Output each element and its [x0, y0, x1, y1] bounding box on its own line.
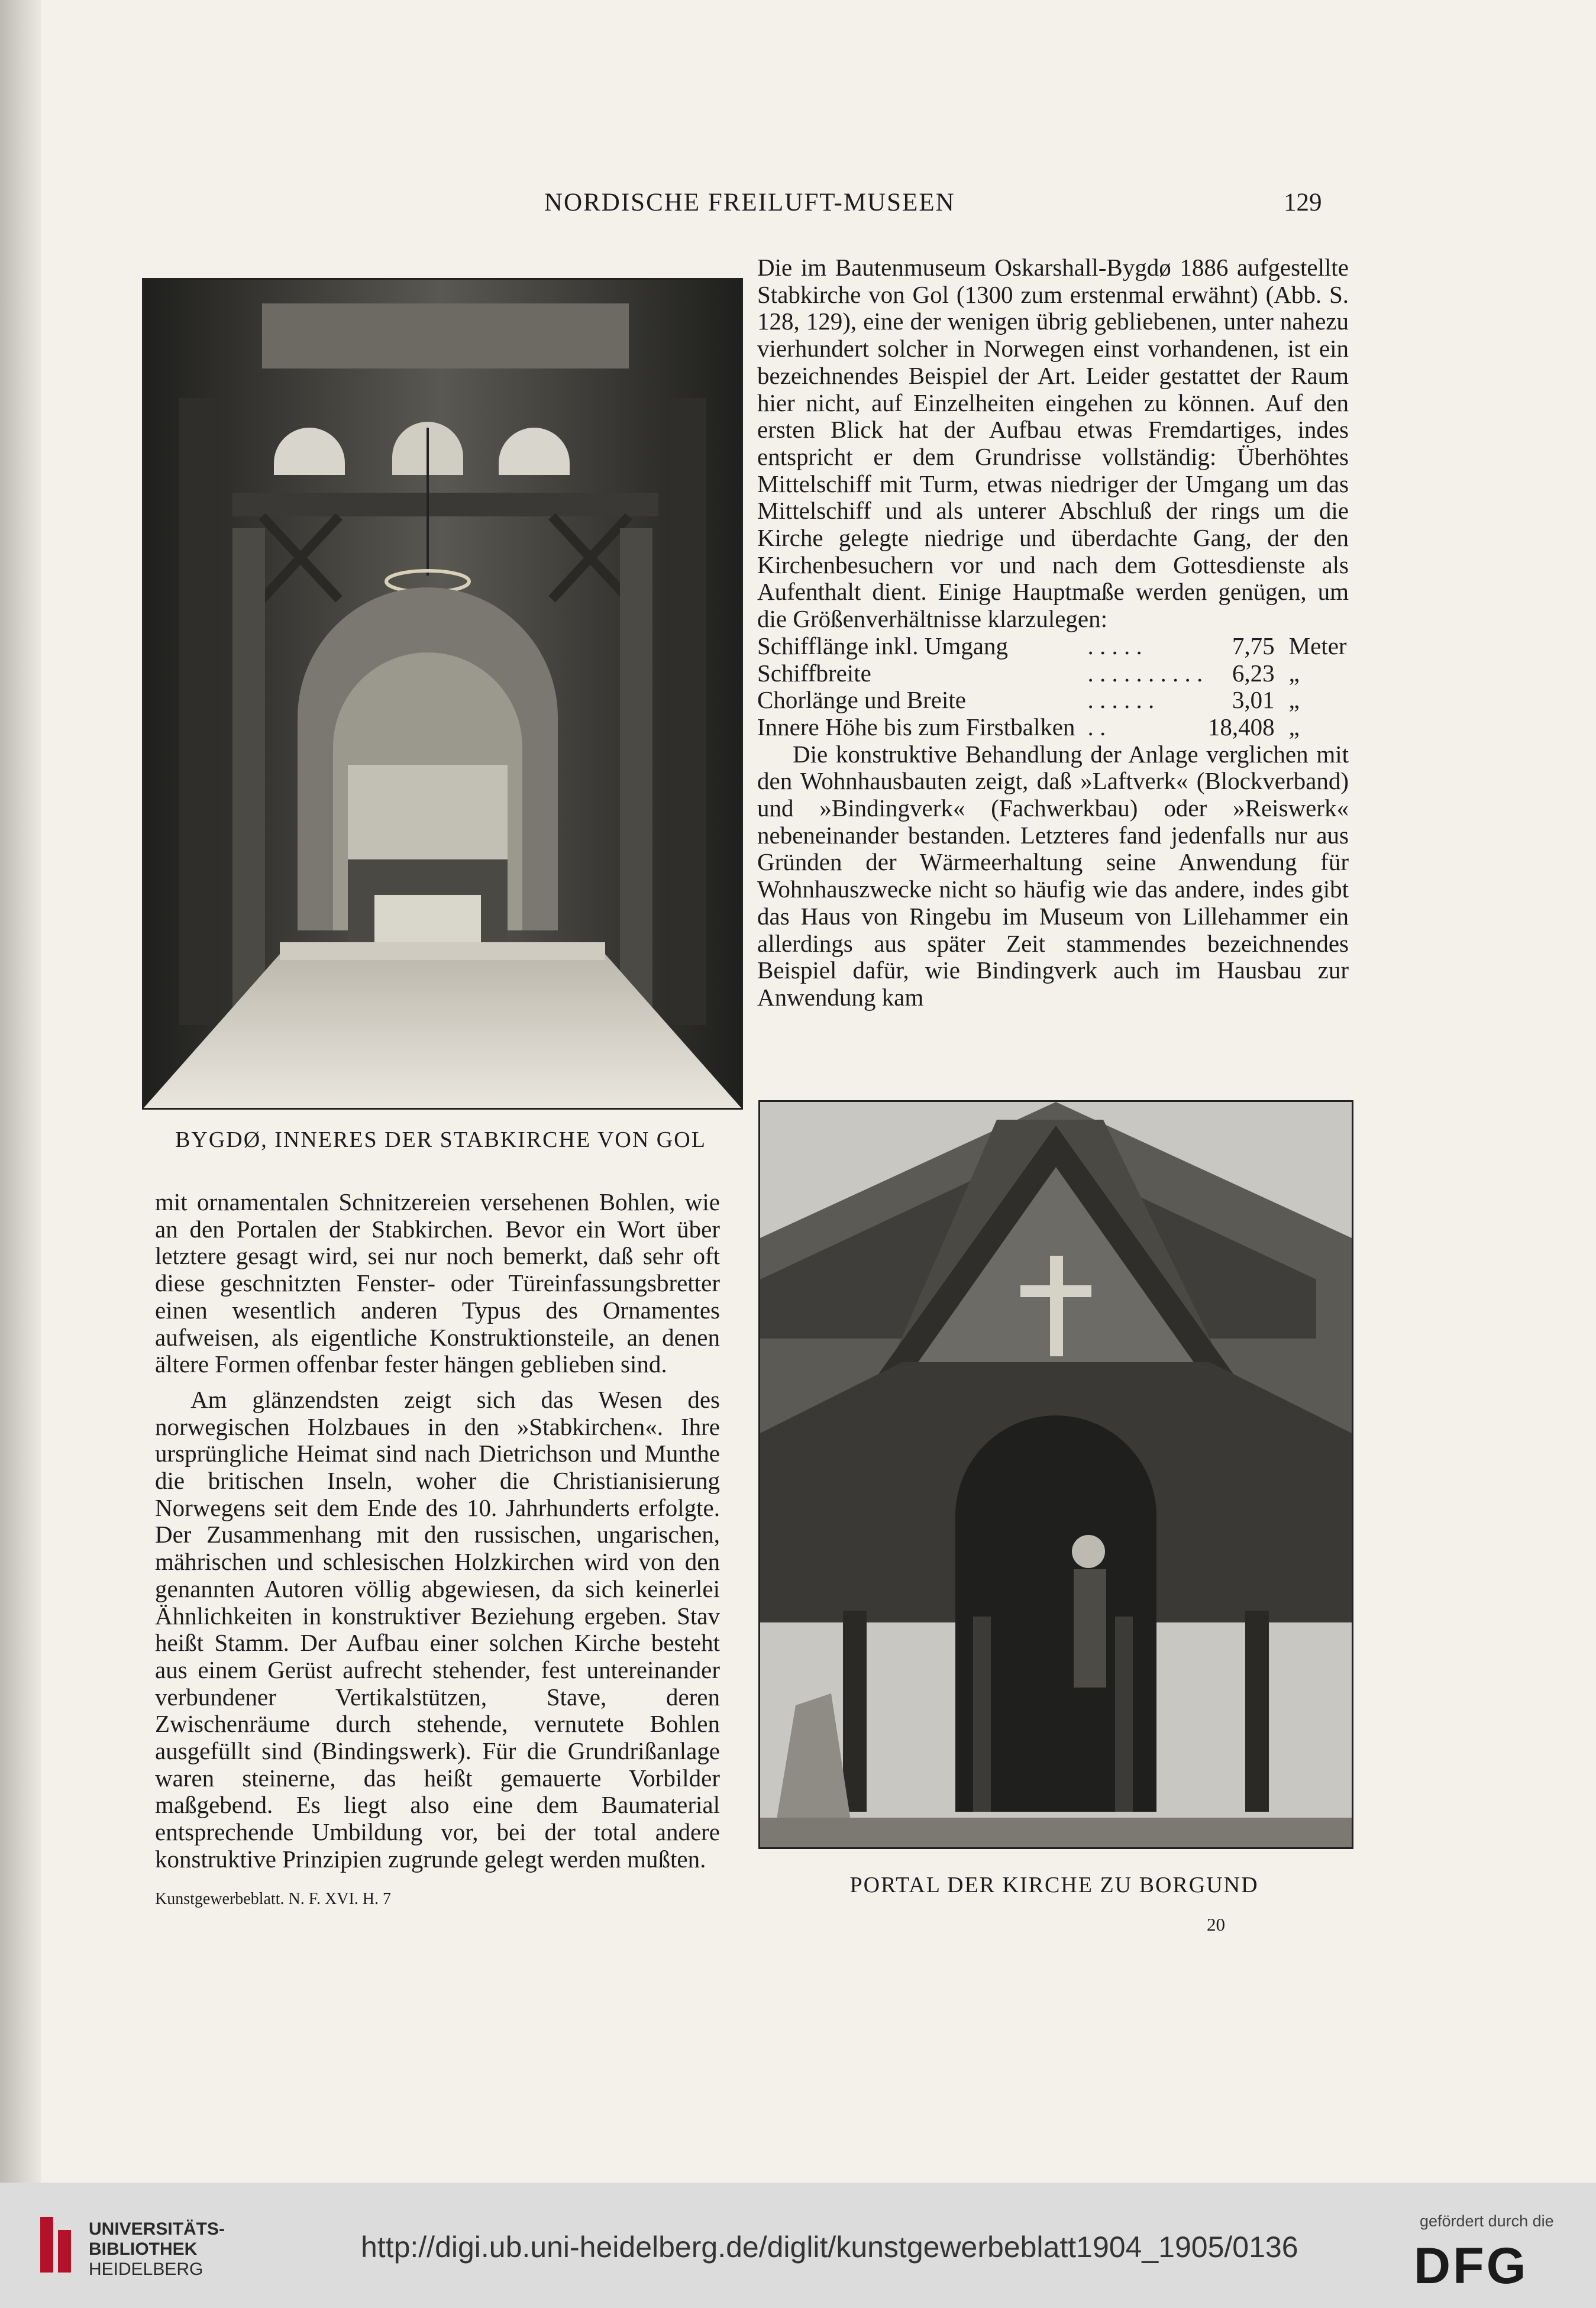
dimension-unit: „: [1288, 713, 1300, 741]
dimension-unit: Meter: [1288, 632, 1347, 660]
print-signature: Kunstgewerbeblatt. N. F. XVI. H. 7: [155, 1890, 392, 1908]
dimension-value: 6,23: [1232, 659, 1275, 687]
dimension-row: [757, 687, 1349, 714]
dimension-label: Schifflänge inkl. Umgang: [757, 632, 1008, 660]
dimension-value: 7,75: [1232, 632, 1275, 660]
library-footer-bar: [0, 2183, 1596, 2308]
caption-interior: BYGDØ, INNERES DER STABKIRCHE VON GOL: [175, 1127, 706, 1152]
sheet-number: 20: [1207, 1914, 1225, 1935]
page-gutter-shadow: [0, 0, 41, 2183]
dimension-label: Chorlänge und Breite: [757, 686, 966, 714]
stave-church-interior-image: [144, 280, 741, 1108]
dimension-row: [757, 714, 1349, 741]
dimension-value: 3,01: [1232, 686, 1275, 714]
dimension-row: [757, 660, 1349, 687]
page-number: 129: [1284, 189, 1322, 216]
right-paragraph-2: Die konstruktive Behandlung der Anlage verglichen mit den Wohnhausbauten zeigt, daß »Laftverk« (Blockverband) und »Bindingverk« (Fachwerkbau) oder »Reiswerk« nebeneinander bestanden. Letzteres fand jedenfalls nur aus Gründen der Wärmeerhaltung seine Anwendung für Wohnhauszwecke nicht so häufig wie das andere, indes gibt das Haus von Ringebu im Museum von Lillehammer ein allerdings aus später Zeit stammendes bezeichnendes Beispiel dafür, wie Bindingverk auch im Hausbau zur Anwendung kam: [757, 740, 1349, 1011]
dimension-row: [757, 633, 1349, 660]
running-title: NORDISCHE FREILUFT-MUSEEN: [544, 189, 955, 216]
funded-by-label: gefördert durch die: [1420, 2212, 1554, 2230]
dimension-unit: „: [1288, 686, 1300, 714]
dimension-dots: . . . . . .: [1087, 686, 1155, 714]
dimension-label: Schiffbreite: [757, 659, 871, 687]
dfg-logo: DFG: [1414, 2238, 1529, 2294]
photo-borgund-portal: [758, 1100, 1353, 1849]
dimension-dots: . . . . . . . . . .: [1087, 659, 1203, 687]
left-paragraph-1: mit ornamentalen Schnitzereien versehenen Bohlen, wie an den Portalen der Stabkirchen. Bevor ein Wort über letztere gesagt wird, sei nur noch bemerkt, daß sehr oft diese geschnitzten Fenster- oder Türeinfassungsbretter einen wesentlich anderen Typus des Ornamentes aufweisen, als eigentliche Konstruktionsteile, an denen ältere Formen offenbar fester hängen geblieben sind.: [155, 1188, 720, 1378]
borgund-portal-image: [760, 1102, 1352, 1847]
dimension-dots: . . . . .: [1087, 632, 1142, 660]
university-library-logo-icon: [35, 2212, 77, 2277]
left-paragraph-2: Am glänzendsten zeigt sich das Wesen des norwegischen Holzbaues in den »Stabkirchen«. Ihre ursprüngliche Heimat sind nach Dietrichson und Munthe die britischen Inseln, woher die Christianisierung Norwegens seit dem Ende des 10. Jahrhunderts erfolgte. Der Zusammenhang mit den russischen, ungarischen, mährischen und schlesischen Holzkirchen wird von den genannten Autoren völlig abgewiesen, da sich keinerlei Ähnlichkeiten in konstruktiver Beziehung ergeben. Stav heißt Stamm. Der Aufbau einer solchen Kirche besteht aus einem Gerüst aufrecht stehender, fest untereinander verbundener Vertikalstützen, Stave, deren Zwischenräume durch stehende, vernutete Bohlen ausgefüllt sind (Bindingswerk). Für die Grundrißanlage waren steinerne, das heißt gemauerte Vorbilder maßgebend. Es liegt also eine dem Baumaterial entsprechende Umbildung vor, bei der total andere konstruktive Prinzipien zugrunde gelegt werden mußten.: [155, 1385, 720, 1873]
library-name: UNIVERSITÄTS- BIBLIOTHEK HEIDELBERG: [89, 2219, 225, 2279]
dimension-value: 18,408: [1207, 713, 1275, 741]
dimension-label: Innere Höhe bis zum Firstbalken: [757, 713, 1075, 741]
dimensions-table: [757, 633, 1349, 741]
right-paragraph-1: Die im Bautenmuseum Oskarshall-Bygdø 1886 aufgestellte Stabkirche von Gol (1300 zum erstenmal erwähnt) (Abb. S. 128, 129), eine der wenigen übrig gebliebenen, unter nahezu vierhundert solcher in Norwegen einst vorhandenen, ist ein bezeichnendes Beispiel der Art. Leider gestattet der Raum hier nicht, auf Einzelheiten eingehen zu können. Auf den ersten Blick hat der Aufbau etwas Fremdartiges, indes entspricht er dem Grundrisse vollständig: Überhöhtes Mittelschiff mit Turm, etwas niedriger der Umgang um das Mittelschiff und als unterer Abschluß der rings um die Kirche gelegte niedrige und überdachte Gang, der den Kirchenbesuchern vor und nach dem Gottesdienste als Aufenthalt dient. Einige Hauptmaße werden genügen, um die Größenverhältnisse klarzulegen:: [757, 254, 1349, 633]
dimension-dots: . .: [1087, 713, 1106, 741]
right-column: [757, 254, 1349, 1011]
left-column: [155, 1189, 720, 1873]
permalink-url[interactable]: http://digi.ub.uni-heidelberg.de/diglit/kunstgewerbeblatt1904_1905/0136: [361, 2231, 1298, 2264]
photo-stave-church-interior: [142, 278, 743, 1110]
caption-portal: PORTAL DER KIRCHE ZU BORGUND: [849, 1873, 1259, 1898]
dimension-unit: „: [1288, 659, 1300, 687]
